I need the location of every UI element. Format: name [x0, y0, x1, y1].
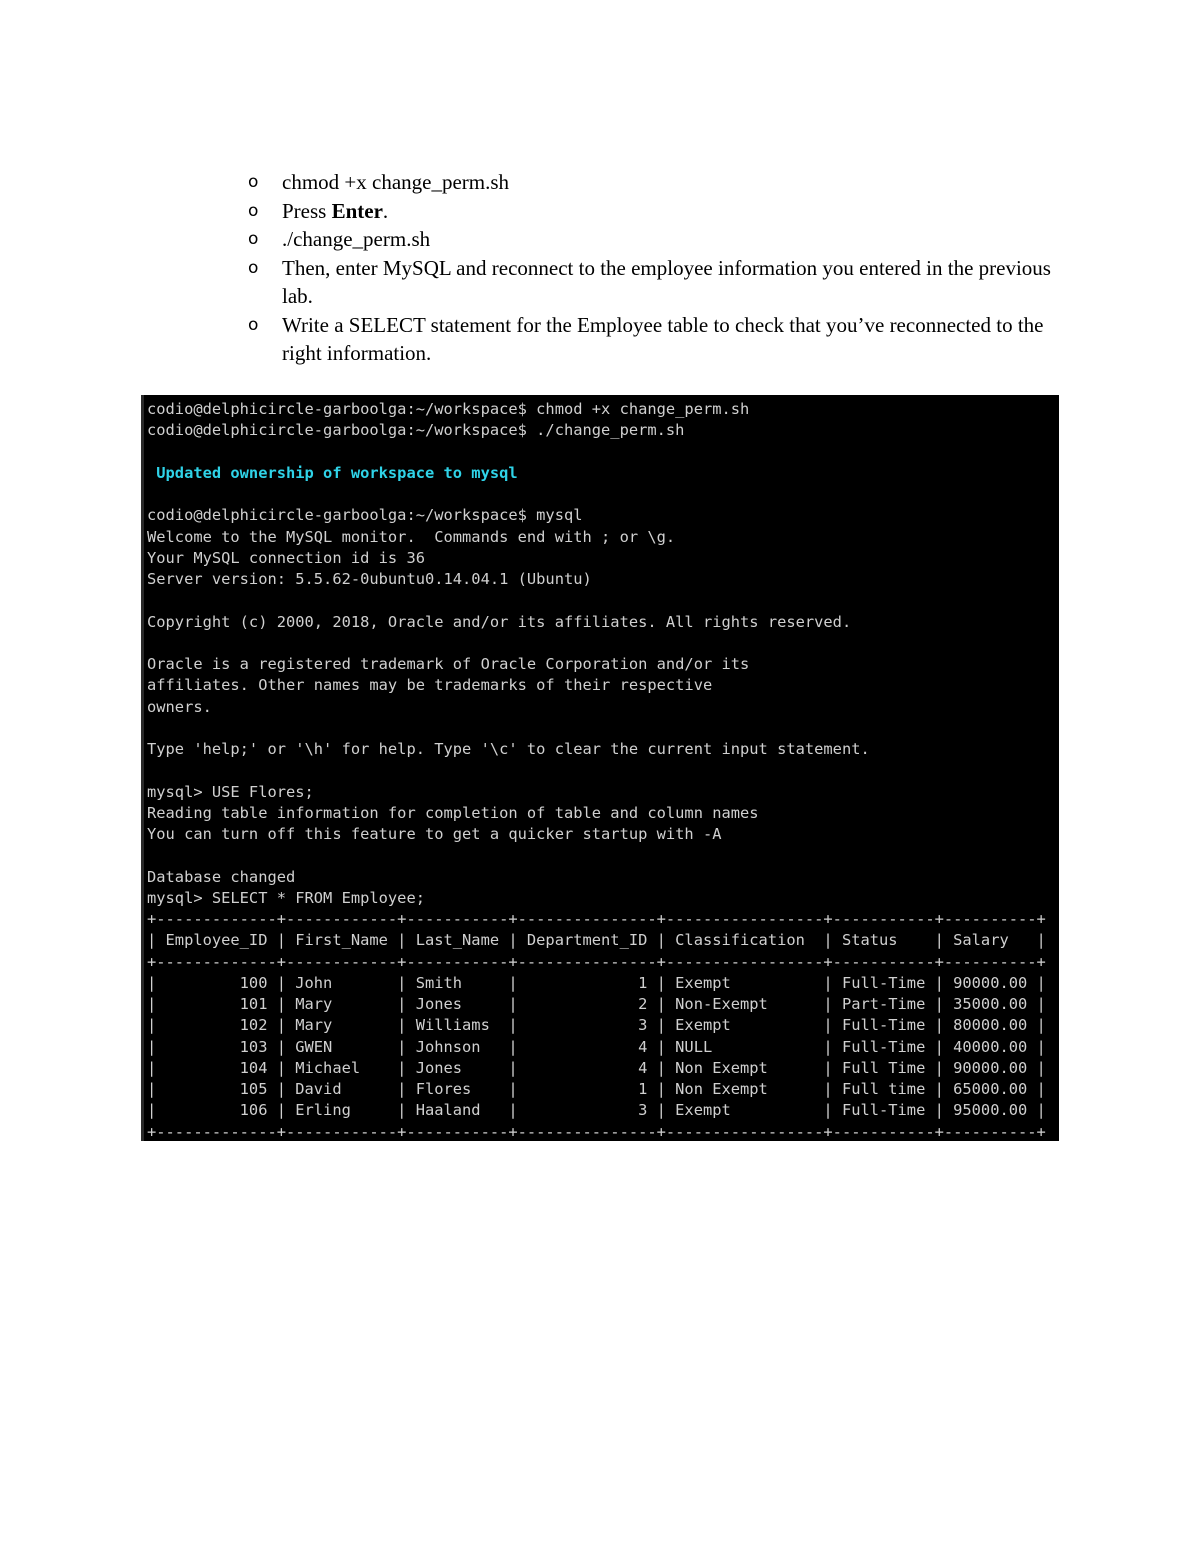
terminal-line: | 103 | GWEN | Johnson | 4 | NULL | Full-Time | 40000.00 | — [147, 1037, 1046, 1056]
instruction-text: Write a SELECT statement for the Employee table to check that you’ve reconnected to the right information. — [282, 312, 1044, 365]
terminal-line: codio@delphicircle-garboolga:~/workspace$ ./change_perm.sh — [147, 421, 685, 440]
terminal-line: Copyright (c) 2000, 2018, Oracle and/or its affiliates. All rights reserved. — [147, 612, 852, 631]
terminal-line: | 102 | Mary | Williams | 3 | Exempt | Full-Time | 80000.00 | — [147, 1016, 1046, 1035]
terminal-line — [147, 590, 1046, 611]
terminal-line: | 106 | Erling | Haaland | 3 | Exempt | Full-Time | 95000.00 | — [147, 1101, 1046, 1120]
instruction-item — [248, 197, 1078, 226]
terminal-line — [147, 484, 1046, 505]
terminal-line: Database changed — [147, 867, 296, 886]
bullet-marker-icon: o — [248, 314, 259, 335]
instruction-text: Then, enter MySQL and reconnect to the employee information you entered in the previous lab. — [282, 255, 1051, 308]
terminal-output — [147, 399, 1046, 1141]
terminal-line: owners. — [147, 697, 212, 716]
instruction-text: Press — [282, 198, 332, 223]
bullet-marker-icon: o — [248, 172, 259, 192]
instruction-item — [248, 311, 1078, 368]
terminal-line — [147, 760, 1046, 781]
instruction-list — [248, 168, 1078, 368]
terminal-line: You can turn off this feature to get a quicker startup with -A — [147, 825, 722, 843]
instruction-bold-text: Enter — [331, 198, 383, 223]
terminal-line: | 104 | Michael | Jones | 4 | Non Exempt | Full Time | 90000.00 | — [147, 1058, 1046, 1077]
terminal-line: Updated ownership of workspace to mysql — [147, 463, 518, 482]
terminal-line: Reading table information for completion of table and column names — [147, 803, 759, 822]
terminal-line: | Employee_ID | First_Name | Last_Name | Department_ID | Classification | Status | Salary | — [147, 931, 1046, 950]
terminal-line: Welcome to the MySQL monitor. Commands end with ; or \g. — [147, 527, 676, 546]
instruction-text: chmod +x change_perm.sh — [282, 170, 510, 194]
terminal-line: | 100 | John | Smith | 1 | Exempt | Full-Time | 90000.00 | — [147, 973, 1046, 992]
terminal-line: codio@delphicircle-garboolga:~/workspace$ mysql — [147, 506, 583, 525]
bullet-marker-icon: o — [248, 200, 259, 221]
terminal-line: +-------------+------------+-----------+---------------+-----------------+-----------+----------+ — [147, 910, 1046, 928]
terminal-line: mysql> SELECT * FROM Employee; — [147, 888, 425, 907]
bullet-marker-icon: o — [248, 257, 259, 278]
terminal-line: +-------------+------------+-----------+---------------+-----------------+-----------+----------+ — [147, 1122, 1046, 1141]
terminal-line — [147, 442, 1046, 463]
terminal-line — [147, 845, 1046, 866]
bullet-marker-icon: o — [248, 229, 259, 249]
terminal-line: Type 'help;' or '\h' for help. Type '\c' to clear the current input statement. — [147, 740, 870, 758]
terminal-line: +-------------+------------+-----------+---------------+-----------------+-----------+----------+ — [147, 952, 1046, 971]
terminal-screenshot — [141, 395, 1059, 1141]
terminal-line: Oracle is a registered trademark of Oracle Corporation and/or its — [147, 655, 750, 673]
terminal-line: affiliates. Other names may be trademarks of their respective — [147, 676, 713, 695]
instruction-text: . — [382, 198, 389, 223]
terminal-line: mysql> USE Flores; — [147, 782, 314, 801]
instruction-text: ./change_perm.sh — [282, 227, 431, 251]
instruction-item — [248, 225, 1078, 254]
instruction-item — [248, 168, 1078, 197]
terminal-line: Your MySQL connection id is 36 — [147, 548, 425, 567]
terminal-line: | 101 | Mary | Jones | 2 | Non-Exempt | Part-Time | 35000.00 | — [147, 995, 1046, 1013]
terminal-line — [147, 633, 1046, 654]
terminal-line: | 105 | David | Flores | 1 | Non Exempt | Full time | 65000.00 | — [147, 1080, 1046, 1098]
terminal-line: codio@delphicircle-garboolga:~/workspace$ chmod +x change_perm.sh — [147, 400, 750, 418]
instruction-item — [248, 254, 1078, 311]
terminal-line: Server version: 5.5.62-0ubuntu0.14.04.1 (Ubuntu) — [147, 570, 592, 588]
terminal-line — [147, 718, 1046, 739]
